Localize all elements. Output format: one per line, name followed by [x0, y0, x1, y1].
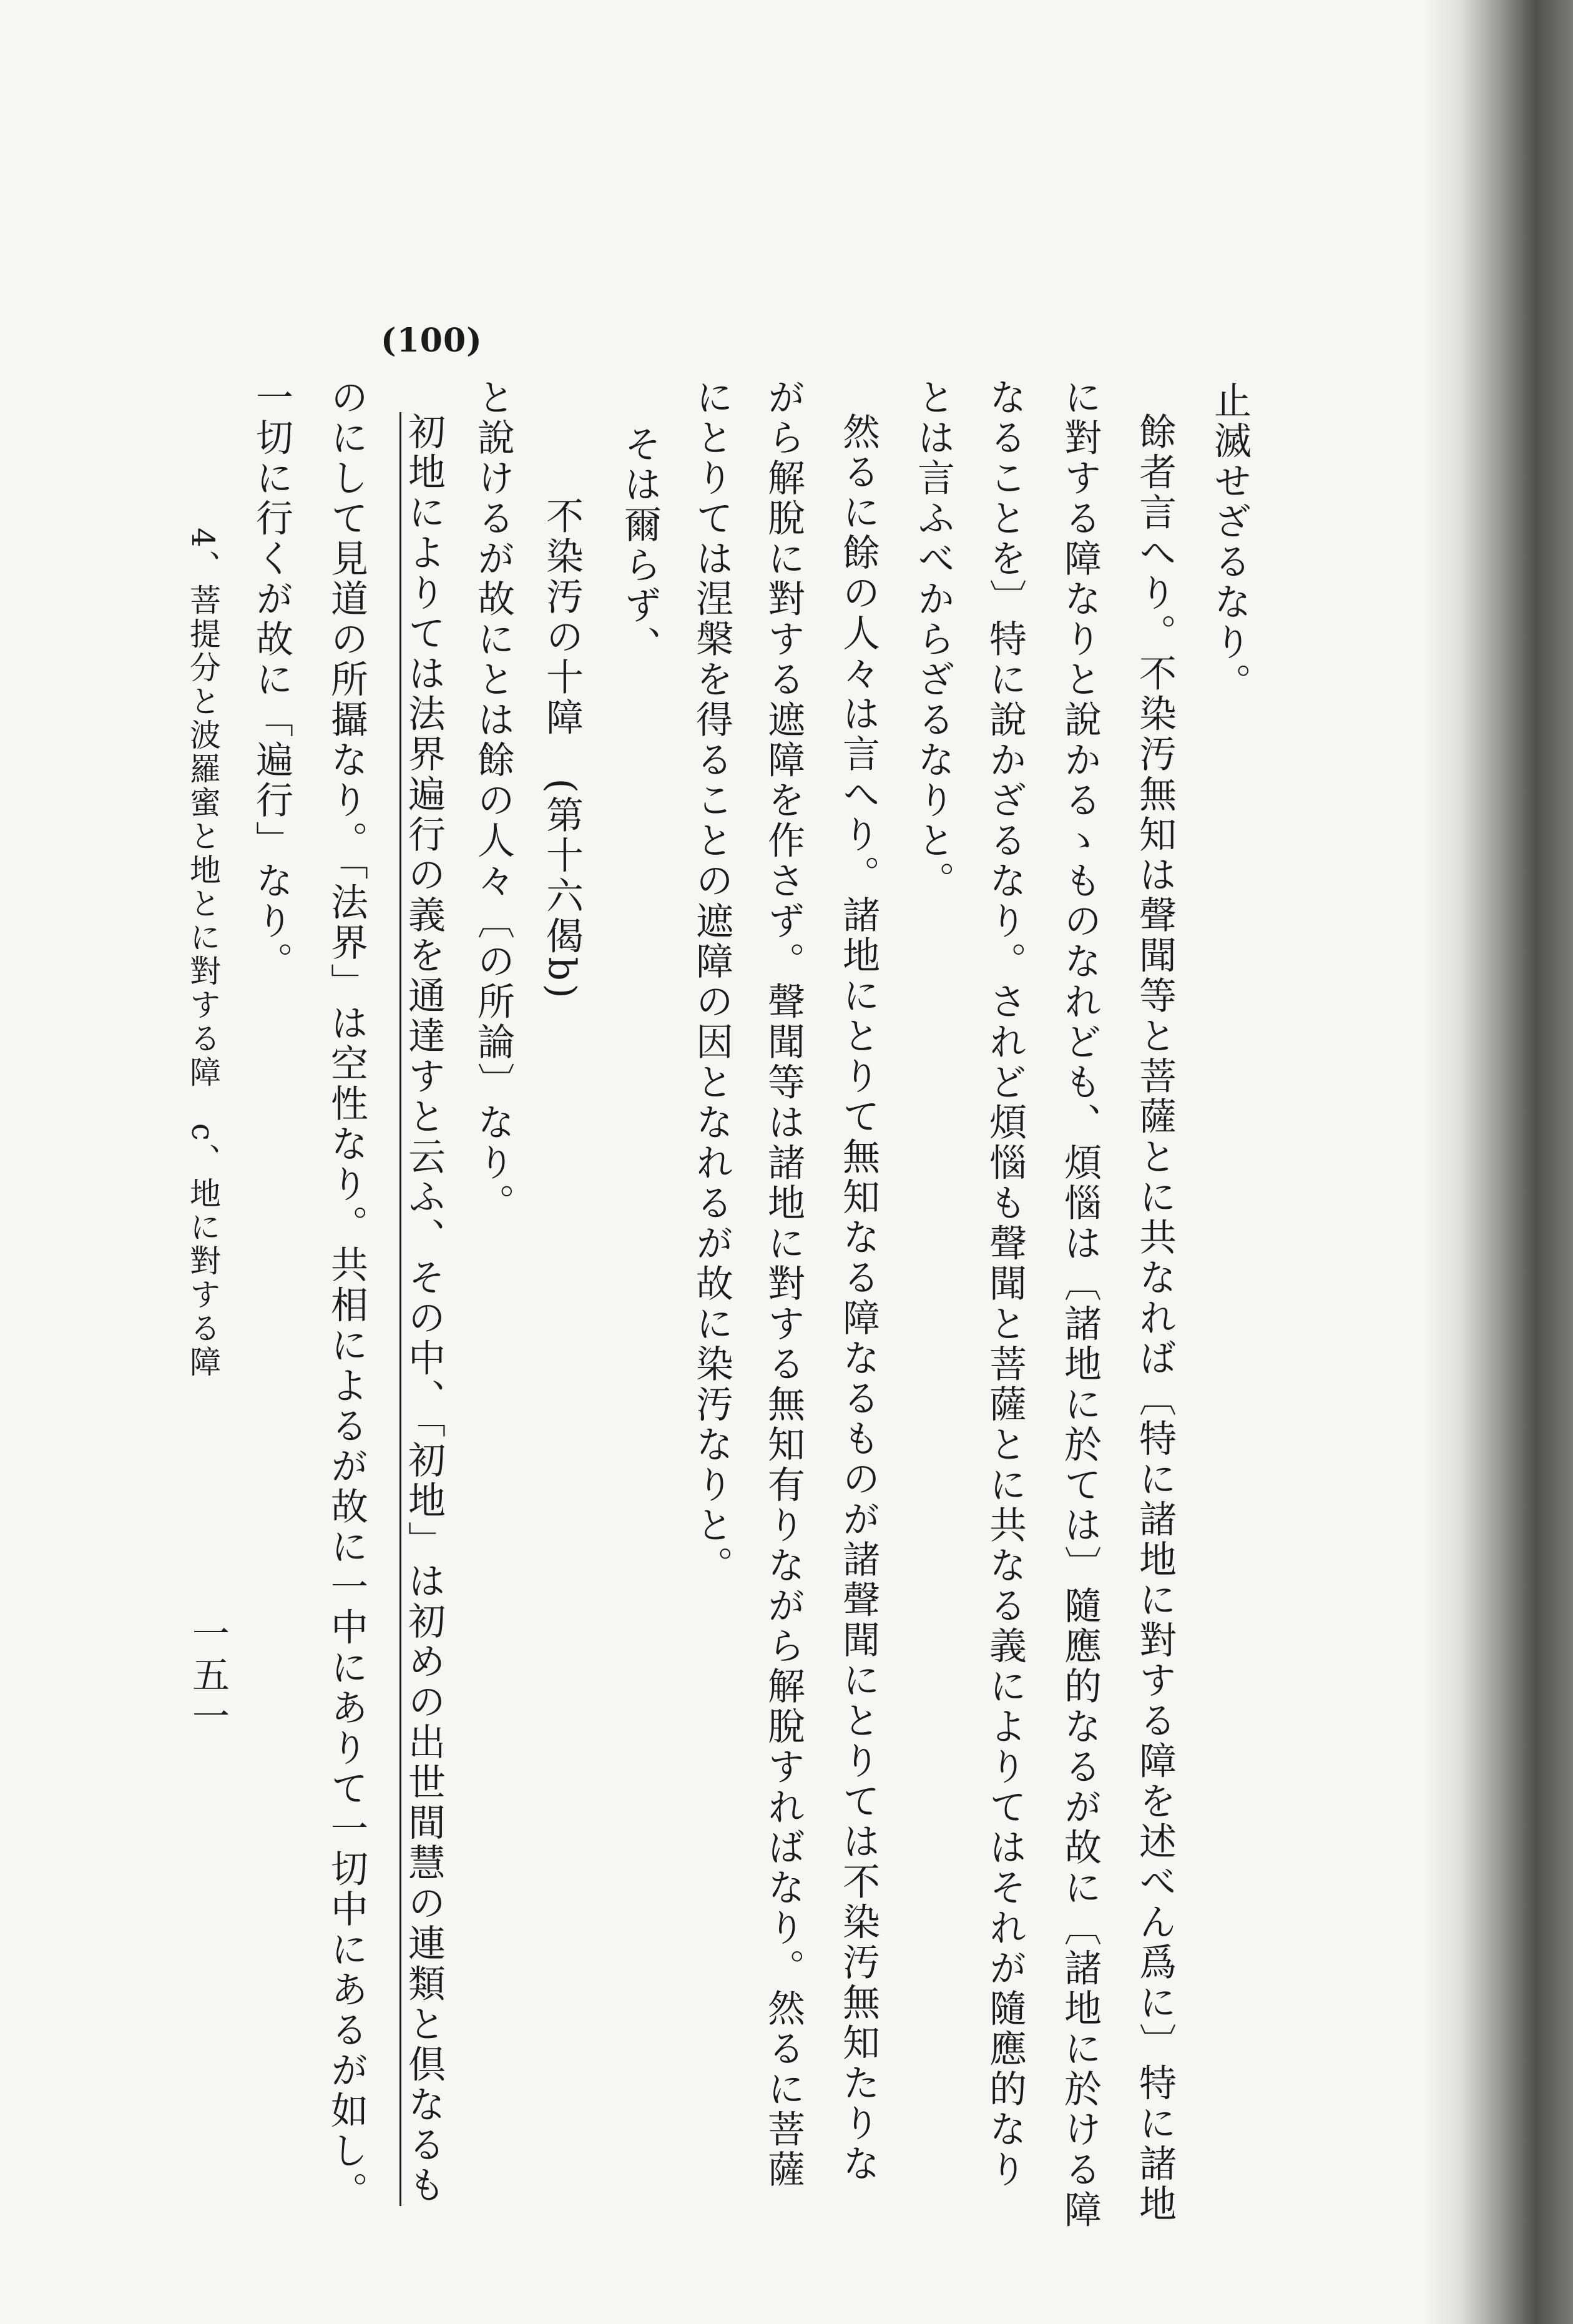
- text-column-8: にとりては涅槃を得ることの遮障の因となれるが故に染汚なりと。: [690, 378, 733, 1586]
- text-column-5: とは言ふべからざるなりと。: [911, 378, 955, 902]
- text-column-4: なることを〕特に說かざるなり。されど煩惱も聲聞と菩薩とに共なる義によりてはそれが隨應的なり: [983, 378, 1027, 2190]
- text-column-14: 一切に行くが故に「遍行」なり。: [250, 378, 293, 982]
- binding-shadow: [1423, 0, 1573, 2324]
- text-column-12: 初地によりては法界遍行の義を通達すと云ふ、その中、「初地」は初めの出世間慧の連類と倶なるも: [399, 412, 443, 2206]
- page-number: (100): [381, 322, 483, 360]
- text-column-11: と說けるが故にとは餘の人々〔の所論〕なり。: [471, 378, 515, 1224]
- text-column-7: がら解脫に對する遮障を作さず。聲聞等は諸地に對する無知有りながら解脫すればなり。然るに菩薩: [762, 378, 805, 2190]
- text-column-13: のにして見道の所攝なり。「法界」は空性なり。共相によるが故に一中にありて一切中にあるが如し。: [325, 378, 368, 2212]
- text-column-2: 餘者言へり。不染汚無知は聲聞等と菩薩とに共なれば〔特に諸地に對する障を述べん爲に〕特に諸地: [1133, 412, 1177, 2225]
- text-column-9: そは爾らず、: [618, 425, 662, 666]
- section-heading: 不染汚の十障 (第十六偈b): [540, 496, 584, 1002]
- page-folio: 一五一: [186, 1614, 230, 1738]
- text-column-3: に對する障なりと說かるゝものなれども、煩惱は〔諸地に於ては〕隨應的なるが故に〔諸地に於ける障: [1058, 378, 1102, 2230]
- running-footer: 4、菩提分と波羅蜜と地とに對する障 c、地に對する障: [185, 528, 221, 1379]
- text-column-1: 止滅せざるなり。: [1208, 381, 1252, 703]
- text-column-6: 然るに餘の人々は言へり。諸地にとりて無知なる障なるものが諸聲聞にとりては不染汚無知たりな: [836, 412, 880, 2184]
